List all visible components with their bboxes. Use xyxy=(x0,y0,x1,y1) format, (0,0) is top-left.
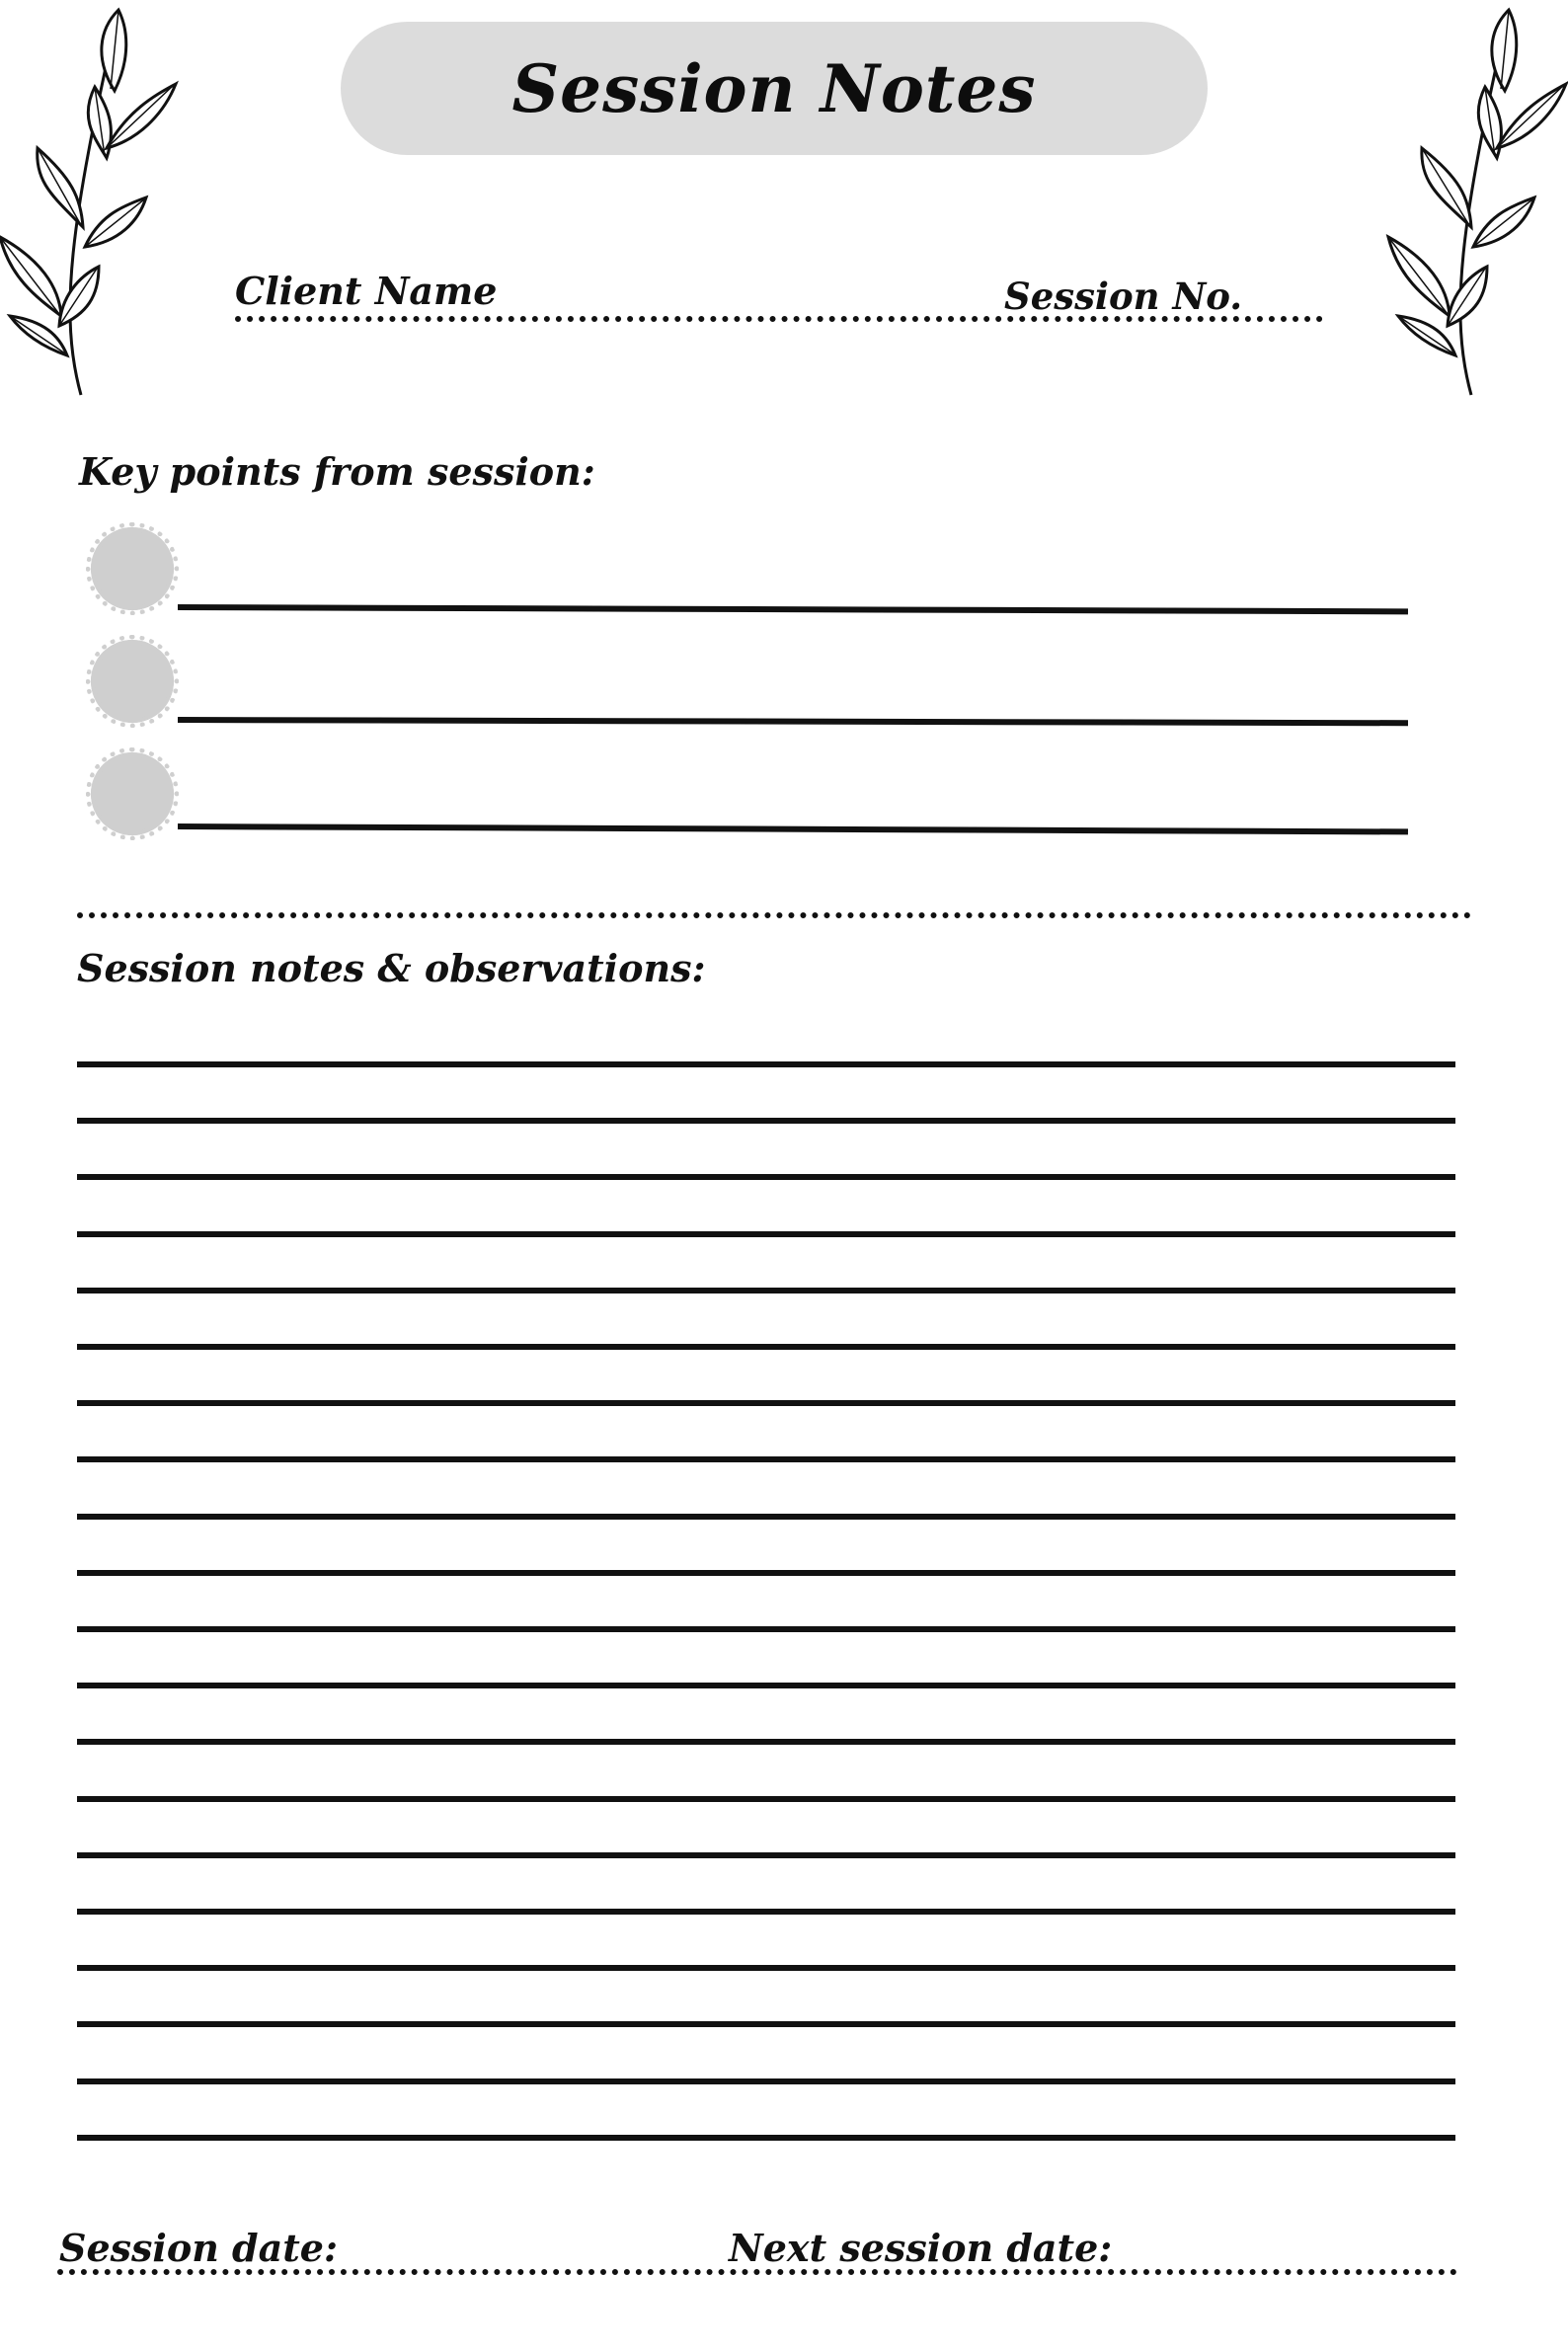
note-line[interactable] xyxy=(77,1683,1455,1688)
key-point-line[interactable] xyxy=(178,717,1408,726)
session-number-label: Session No. xyxy=(1004,274,1243,318)
note-line[interactable] xyxy=(77,1909,1455,1915)
note-line[interactable] xyxy=(77,2021,1455,2027)
note-line[interactable] xyxy=(77,1852,1455,1858)
scalloped-circle-icon xyxy=(91,752,174,835)
page-title: Session Notes xyxy=(511,49,1037,127)
note-line[interactable] xyxy=(77,1796,1455,1802)
client-name-field[interactable] xyxy=(235,316,1323,322)
title-banner xyxy=(341,22,1208,155)
scalloped-circle-icon xyxy=(91,640,174,723)
scalloped-circle-icon xyxy=(91,527,174,610)
next-session-date-label: Next session date: xyxy=(729,2226,1113,2270)
key-point-line[interactable] xyxy=(178,604,1408,614)
session-date-field[interactable] xyxy=(57,2269,1457,2275)
note-line[interactable] xyxy=(77,1739,1455,1745)
note-line[interactable] xyxy=(77,1344,1455,1350)
note-line[interactable] xyxy=(77,1626,1455,1632)
note-line[interactable] xyxy=(77,1288,1455,1294)
note-line[interactable] xyxy=(77,2078,1455,2084)
note-line[interactable] xyxy=(77,1061,1455,1067)
key-points-label: Key points from session: xyxy=(79,449,595,494)
note-line[interactable] xyxy=(77,1570,1455,1576)
session-date-label: Session date: xyxy=(59,2226,338,2270)
section-divider xyxy=(77,912,1471,918)
leaf-branch-left-icon xyxy=(0,0,188,405)
note-line[interactable] xyxy=(77,2135,1455,2141)
note-line[interactable] xyxy=(77,1174,1455,1180)
note-line[interactable] xyxy=(77,1400,1455,1406)
note-line[interactable] xyxy=(77,1514,1455,1520)
note-line[interactable] xyxy=(77,1456,1455,1462)
key-point-line[interactable] xyxy=(178,823,1408,834)
client-name-label: Client Name xyxy=(235,269,498,313)
note-line[interactable] xyxy=(77,1231,1455,1237)
leaf-branch-right-icon xyxy=(1380,0,1568,405)
note-line[interactable] xyxy=(77,1118,1455,1124)
note-line[interactable] xyxy=(77,1965,1455,1971)
session-notes-label: Session notes & observations: xyxy=(77,946,706,990)
